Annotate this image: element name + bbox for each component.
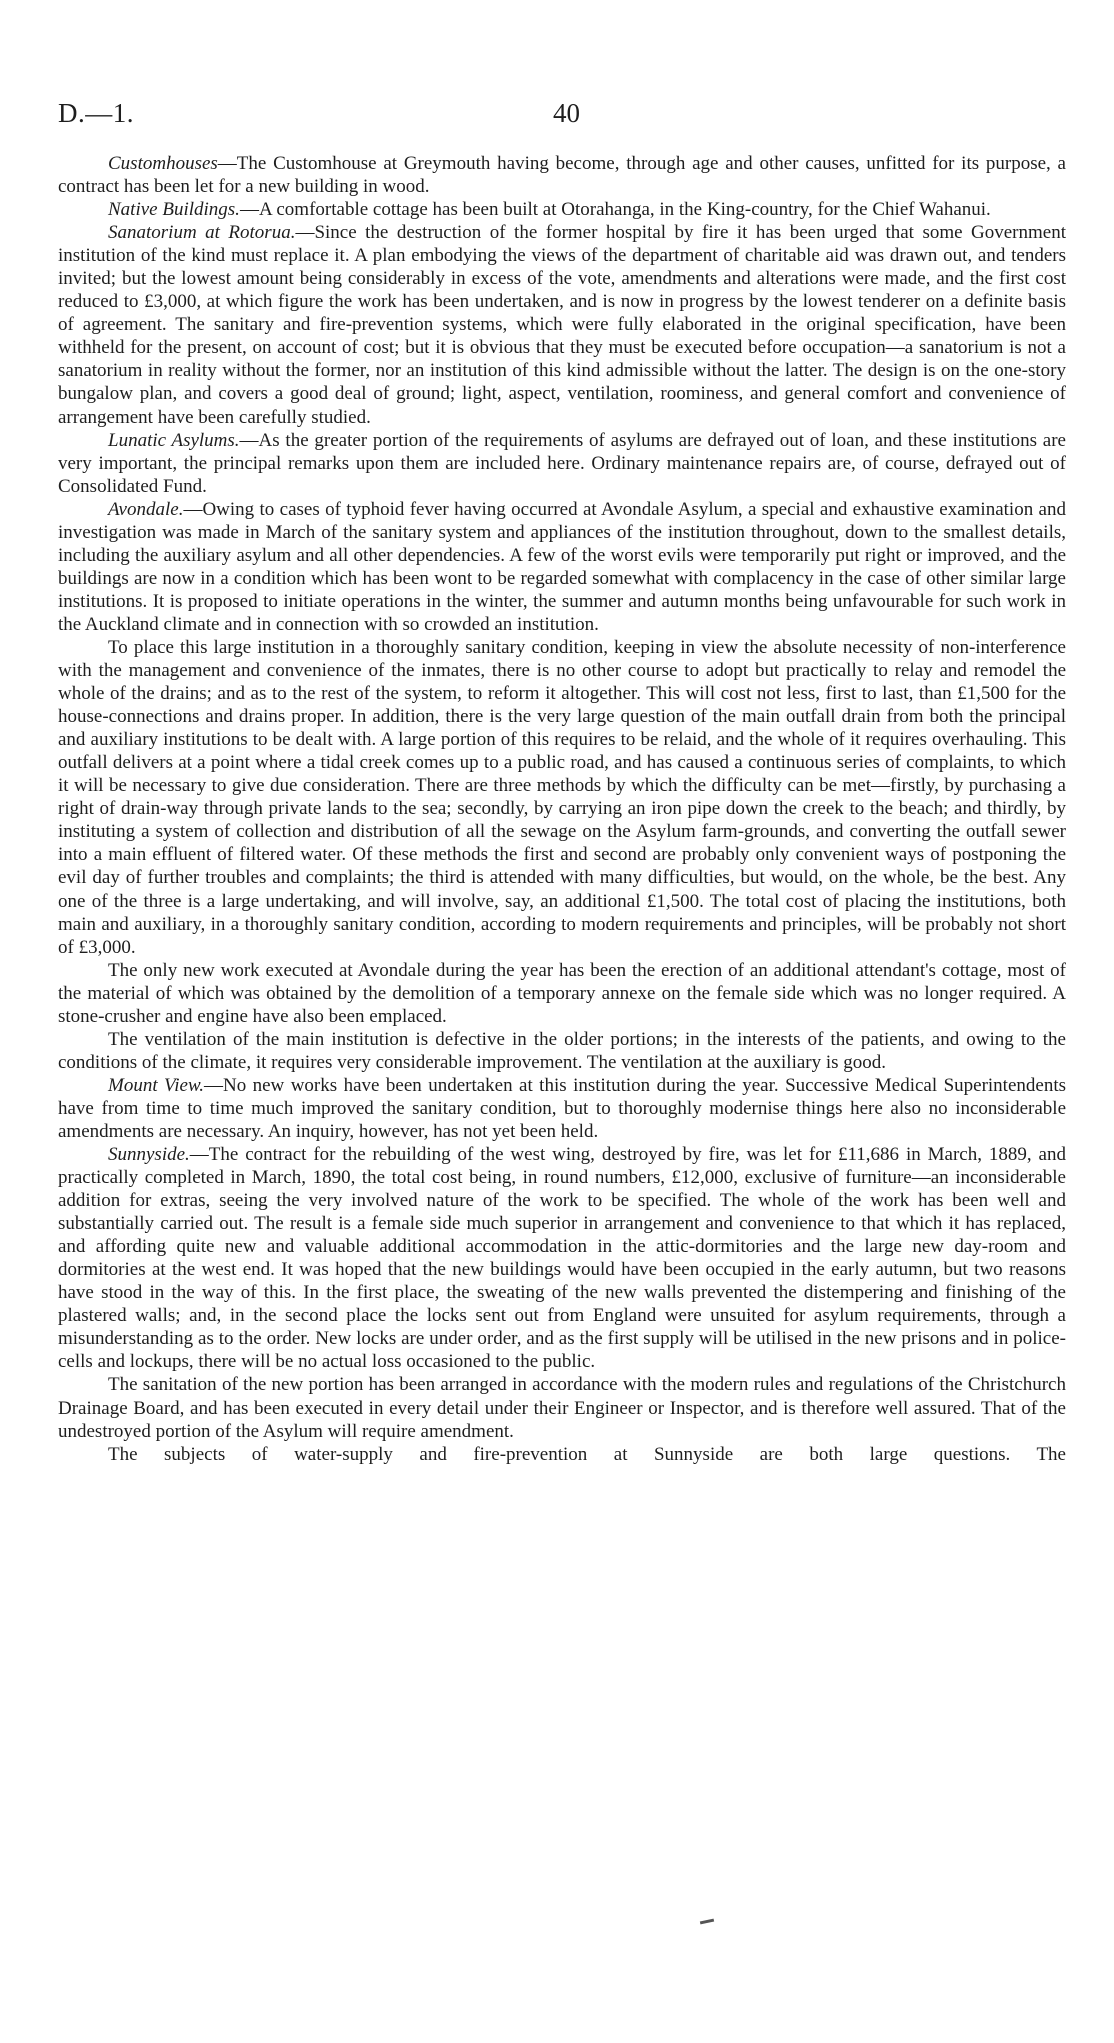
paragraph-heading: Mount View. [108, 1074, 204, 1096]
paragraph-text: The contract for the rebuilding of the west wing, destroyed by fire, was let for £11,686 in March, 1889, and practically completed in March, 1890, the total cost being, in round numbers, £12,000, exclusive of furniture—an inconsiderable addition for extras, seeing the very involved nature of the work to be specified. The whole of the work has been well and substantially carried out. The result is a female side much superior in arrangement and convenience to that which it has replaced, and affording quite new and valuable additional accommodation in the attic-dormitories and the large new day-room and dormitories at the west end. It was hoped that the new buildings would have been occupied in the early autumn, but two reasons have stood in the way of this. In the first place, the sweating of the new walls prevented the distempering and finishing of the plastered walls; and, in the second place the locks sent out from England were unsuited for asylum requirements, through a misunderstanding as to the order. New locks are under order, and as the first supply will be utilised in the new prisons and in police-cells and lockups, there will be no actual loss occasioned to the public. [58, 1144, 1066, 1373]
heading-dash: — [239, 199, 259, 221]
heading-dash: — [203, 1074, 223, 1096]
paragraph-customhouses [58, 152, 1066, 198]
heading-dash: — [295, 222, 315, 244]
stray-ink-mark [700, 1919, 714, 1925]
paragraph-heading: Native Buildings. [108, 199, 240, 221]
paragraph-avondale [58, 498, 1066, 636]
paragraph-mount-view [58, 1074, 1066, 1143]
paragraph-text: As the greater portion of the requirements of asylums are defrayed out of loan, and these institutions are very important, the principal remarks upon them are included here. Ordinary maintenance repairs are, of course, defrayed out of Consolidated Fund. [58, 429, 1066, 497]
paragraph-avondale-drainage [58, 636, 1066, 959]
heading-dash: — [217, 153, 237, 174]
paragraph-text: No new works have been undertaken at this institution during the year. Successive Medical Superintendents have from time to time much improved the sanitary condition, but to thoroughly modernise things here also no inconsiderable amendments are necessary. An inquiry, however, has not yet been held. [58, 1074, 1066, 1142]
paragraph-sanatorium-rotorua [58, 221, 1066, 428]
paragraph-text: The subjects of water-supply and fire-prevention at Sunnyside are both large questions. The [108, 1443, 1066, 1465]
paragraph-text: Owing to cases of typhoid fever having occurred at Avondale Asylum, a special and exhaustive examination and investigation was made in March of the sanitary system and appliances of the institution throughout, down to the smallest details, including the auxiliary asylum and all other dependencies. A few of the worst evils were temporarily put right or improved, and the buildings are now in a condition which has been wont to be regarded somewhat with complacency in the case of other similar large institutions. It is proposed to initiate operations in the winter, the summer and autumn months being unfavourable for such work in the Auckland climate and in connection with so crowded an institution. [58, 498, 1066, 635]
paragraph-text: The ventilation of the main institution is defective in the older portions; in the interests of the patients, and owing to the conditions of the climate, it requires very considerable improvement. The ventilation at the auxiliary is good. [58, 1028, 1066, 1073]
paragraph-sunnyside-water-supply [58, 1443, 1066, 1466]
body-text [58, 152, 1066, 1466]
paragraph-text: Since the destruction of the former hospital by fire it has been urged that some Government institution of the kind must replace it. A plan embodying the views of the department of charitable aid was drawn out, and tenders invited; but the lowest amount being considerably in excess of the vote, amendments and alterations were made, and the first cost reduced to £3,000, at which figure the work has been undertaken, and is now in progress by the lowest tenderer on a definite basis of agreement. The sanitary and fire-prevention systems, which were fully elaborated in the original specification, have been withheld for the present, on account of cost; but it is obvious that they must be executed before occupation—a sanatorium is not a sanatorium in reality without the former, nor an institution of this kind admissible without the latter. The design is on the one-story bungalow plan, and covers a good deal of ground; light, aspect, ventilation, roominess, and general comfort and convenience of arrangement have been carefully studied. [58, 222, 1066, 428]
paragraph-lunatic-asylums [58, 429, 1066, 498]
paragraph-heading: Customhouses [108, 153, 218, 174]
paragraph-text: To place this large institution in a thoroughly sanitary condition, keeping in view the absolute necessity of non-interference with the management and convenience of the inmates, there is no other course to adopt but practically to relay and remodel the whole of the drains; and as to the rest of the system, to reform it altogether. This will cost not less, first to last, than £1,500 for the house-connections and drains proper. In addition, there is the very large question of the main outfall drain from both the principal and auxiliary institutions to be dealt with. A large portion of this requires to be relaid, and the whole of it requires overhauling. This outfall delivers at a point where a tidal creek comes up to a public road, and has caused a continuous series of complaints, to which it will be necessary to give due consideration. There are three methods by which the difficulty can be met—firstly, by purchasing a right of drain-way through private lands to the sea; secondly, by carrying an iron pipe down the creek to the beach; and thirdly, by instituting a system of collection and distribution of all the sewage on the Asylum farm-grounds, and converting the outfall sewer into a main effluent of filtered water. Of these methods the first and second are probably only convenient ways of postponing the evil day of further troubles and complaints; the third is attended with many difficulties, but would, on the whole, be the best. Any one of the three is a large undertaking, and will involve, say, an additional £1,500. The total cost of placing the institutions, both main and auxiliary, in a thoroughly sanitary condition, according to modern requirements and principles, will be probably not short of £3,000. [58, 636, 1066, 958]
heading-dash: — [183, 498, 203, 520]
paragraph-sunnyside [58, 1143, 1066, 1373]
paragraph-text: The Customhouse at Greymouth having become, through age and other causes, unfitted for its purpose, a contract has been let for a new building in wood. [58, 153, 1066, 198]
heading-dash: — [189, 1144, 209, 1166]
paragraph-heading: Sanatorium at Rotorua. [108, 222, 296, 244]
page-number: 40 [553, 98, 580, 128]
paragraph-heading: Sunnyside. [108, 1144, 190, 1166]
page-reference: D.—1. [58, 98, 134, 128]
paragraph-text: The only new work executed at Avondale during the year has been the erection of an additional attendant's cottage, most of the material of which was obtained by the demolition of a temporary annexe on the female side which was no longer required. A stone-crusher and engine have also been emplaced. [58, 959, 1066, 1027]
paragraph-heading: Lunatic Asylums. [108, 429, 240, 451]
heading-dash: — [239, 429, 259, 451]
paragraph-sunnyside-sanitation [58, 1373, 1066, 1442]
paragraph-avondale-ventilation [58, 1028, 1066, 1074]
paragraph-heading: Avondale. [108, 498, 184, 520]
paragraph-native-buildings [58, 198, 1066, 221]
paragraph-text: The sanitation of the new portion has been arranged in accordance with the modern rules and regulations of the Christchurch Drainage Board, and has been executed in every detail under their Engineer or Inspector, and is therefore well assured. That of the undestroyed portion of the Asylum will require amendment. [58, 1374, 1066, 1442]
paragraph-avondale-new-work [58, 959, 1066, 1028]
paragraph-text: A comfortable cottage has been built at Otorahanga, in the King-country, for the Chief Wahanui. [258, 199, 991, 221]
